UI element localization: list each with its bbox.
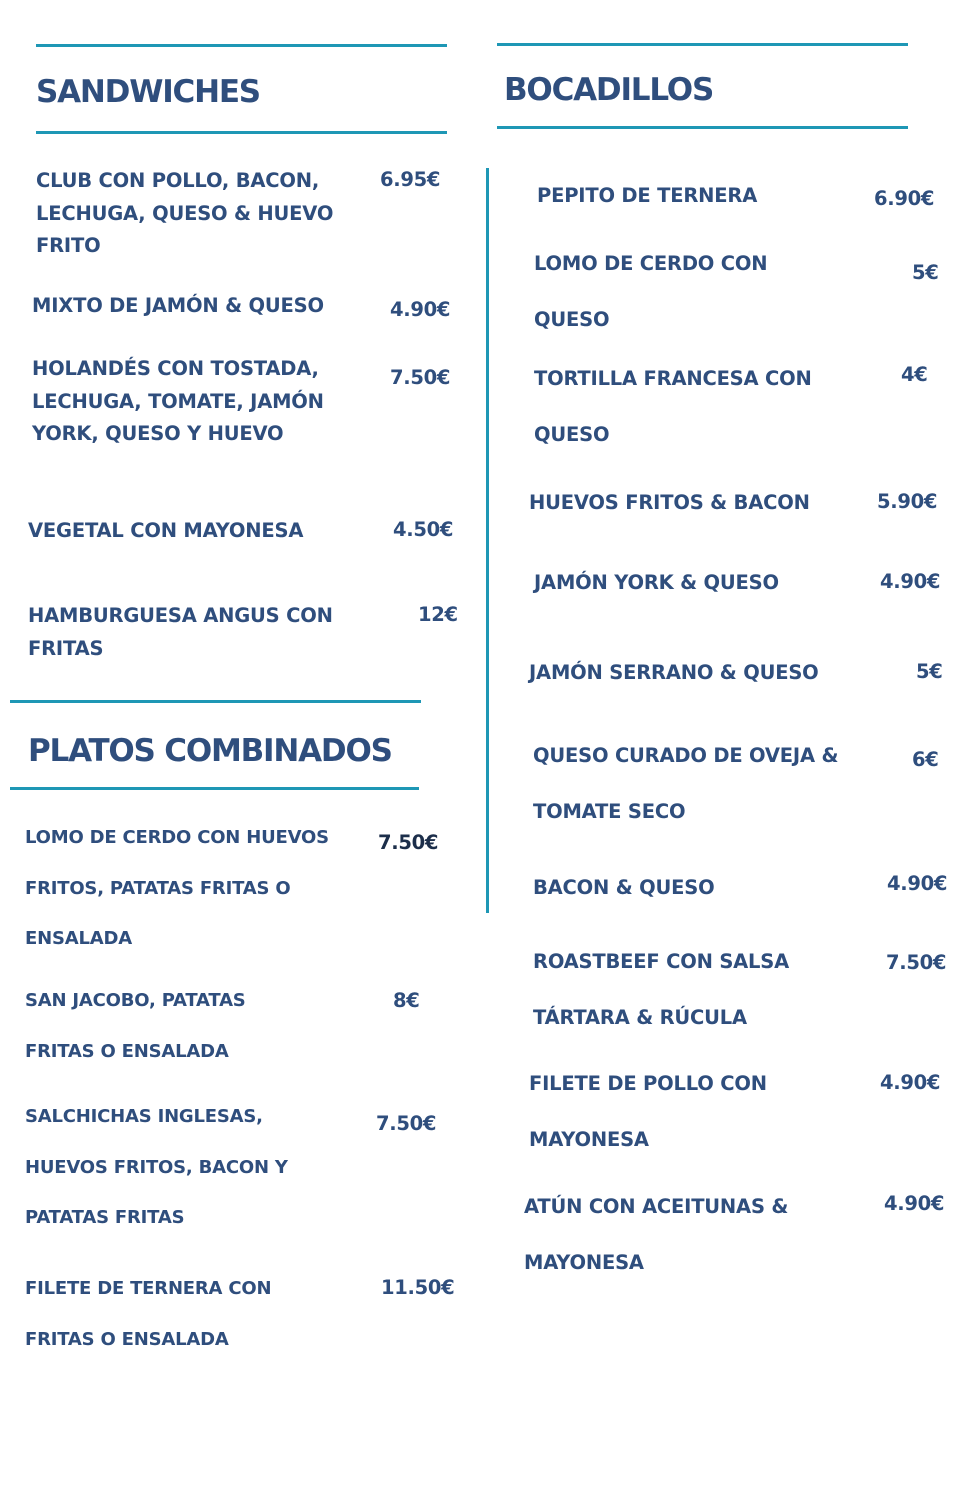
menu-item-name: HOLANDÉS CON TOSTADA, LECHUGA, TOMATE, JAMÓN YORK, QUESO Y HUEVO [32,357,324,445]
menu-item-name: FILETE DE POLLO CON MAYONESA [529,1072,767,1151]
menu-item-price: 5€ [916,660,943,683]
menu-item-price: 5€ [912,261,939,284]
menu-item-name: SAN JACOBO, PATATAS FRITAS O ENSALADA [25,990,246,1062]
menu-item-price: 7.50€ [390,366,451,389]
menu-item-price: 5.90€ [877,490,938,513]
bocadillos-bottom-rule [497,126,908,129]
menu-item-price: 4.50€ [393,518,454,541]
menu-item-price: 12€ [418,603,458,626]
menu-item-name: MIXTO DE JAMÓN & QUESO [32,294,324,317]
menu-item-name: HUEVOS FRITOS & BACON [529,491,810,514]
platos-bottom-rule [10,787,419,790]
menu-item-name: TORTILLA FRANCESA CON QUESO [534,367,812,446]
bocadillos-top-rule [497,43,908,46]
menu-item-name: HAMBURGUESA ANGUS CON FRITAS [28,604,333,660]
menu-item-price: 4.90€ [880,1071,941,1094]
bocadillos-heading: BOCADILLOS [504,72,714,108]
menu-item-price: 7.50€ [378,831,439,854]
menu-item-name: JAMÓN YORK & QUESO [534,571,779,594]
menu-item-price: 6.90€ [874,187,935,210]
menu-item-name: ROASTBEEF CON SALSA TÁRTARA & RÚCULA [533,950,790,1029]
sandwiches-bottom-rule [36,131,447,134]
menu-item-price: 6.95€ [380,168,441,191]
menu-item-price: 4€ [901,363,928,386]
menu-item-price: 4.90€ [887,872,948,895]
menu-item-name: QUESO CURADO DE OVEJA & TOMATE SECO [533,744,839,823]
menu-item-price: 11.50€ [381,1276,455,1299]
menu-item-price: 7.50€ [376,1112,437,1135]
platos-top-rule [10,700,421,703]
sandwiches-heading: SANDWICHES [36,74,260,110]
menu-item-name: LOMO DE CERDO CON HUEVOS FRITOS, PATATAS FRITAS O ENSALADA [25,827,329,949]
menu-item-price: 7.50€ [886,951,947,974]
menu-item-name: JAMÓN SERRANO & QUESO [529,661,819,684]
menu-item-name: BACON & QUESO [533,876,715,899]
menu-item-name: CLUB CON POLLO, BACON, LECHUGA, QUESO & HUEVO FRITO [36,169,334,257]
menu-item-name: VEGETAL CON MAYONESA [28,519,304,542]
column-divider [486,168,489,913]
menu-item-price: 4.90€ [884,1192,945,1215]
menu-item-name: SALCHICHAS INGLESAS, HUEVOS FRITOS, BACON Y PATATAS FRITAS [25,1106,288,1228]
menu-item-name: ATÚN CON ACEITUNAS & MAYONESA [524,1195,789,1274]
menu-item-price: 4.90€ [880,570,941,593]
menu-item-price: 8€ [393,989,420,1012]
platos-heading: PLATOS COMBINADOS [28,733,392,769]
menu-item-price: 6€ [912,748,939,771]
sandwiches-top-rule [36,44,447,47]
menu-item-name: LOMO DE CERDO CON QUESO [534,252,768,331]
menu-item-name: FILETE DE TERNERA CON FRITAS O ENSALADA [25,1278,272,1350]
menu-item-price: 4.90€ [390,298,451,321]
menu-item-name: PEPITO DE TERNERA [537,184,758,207]
